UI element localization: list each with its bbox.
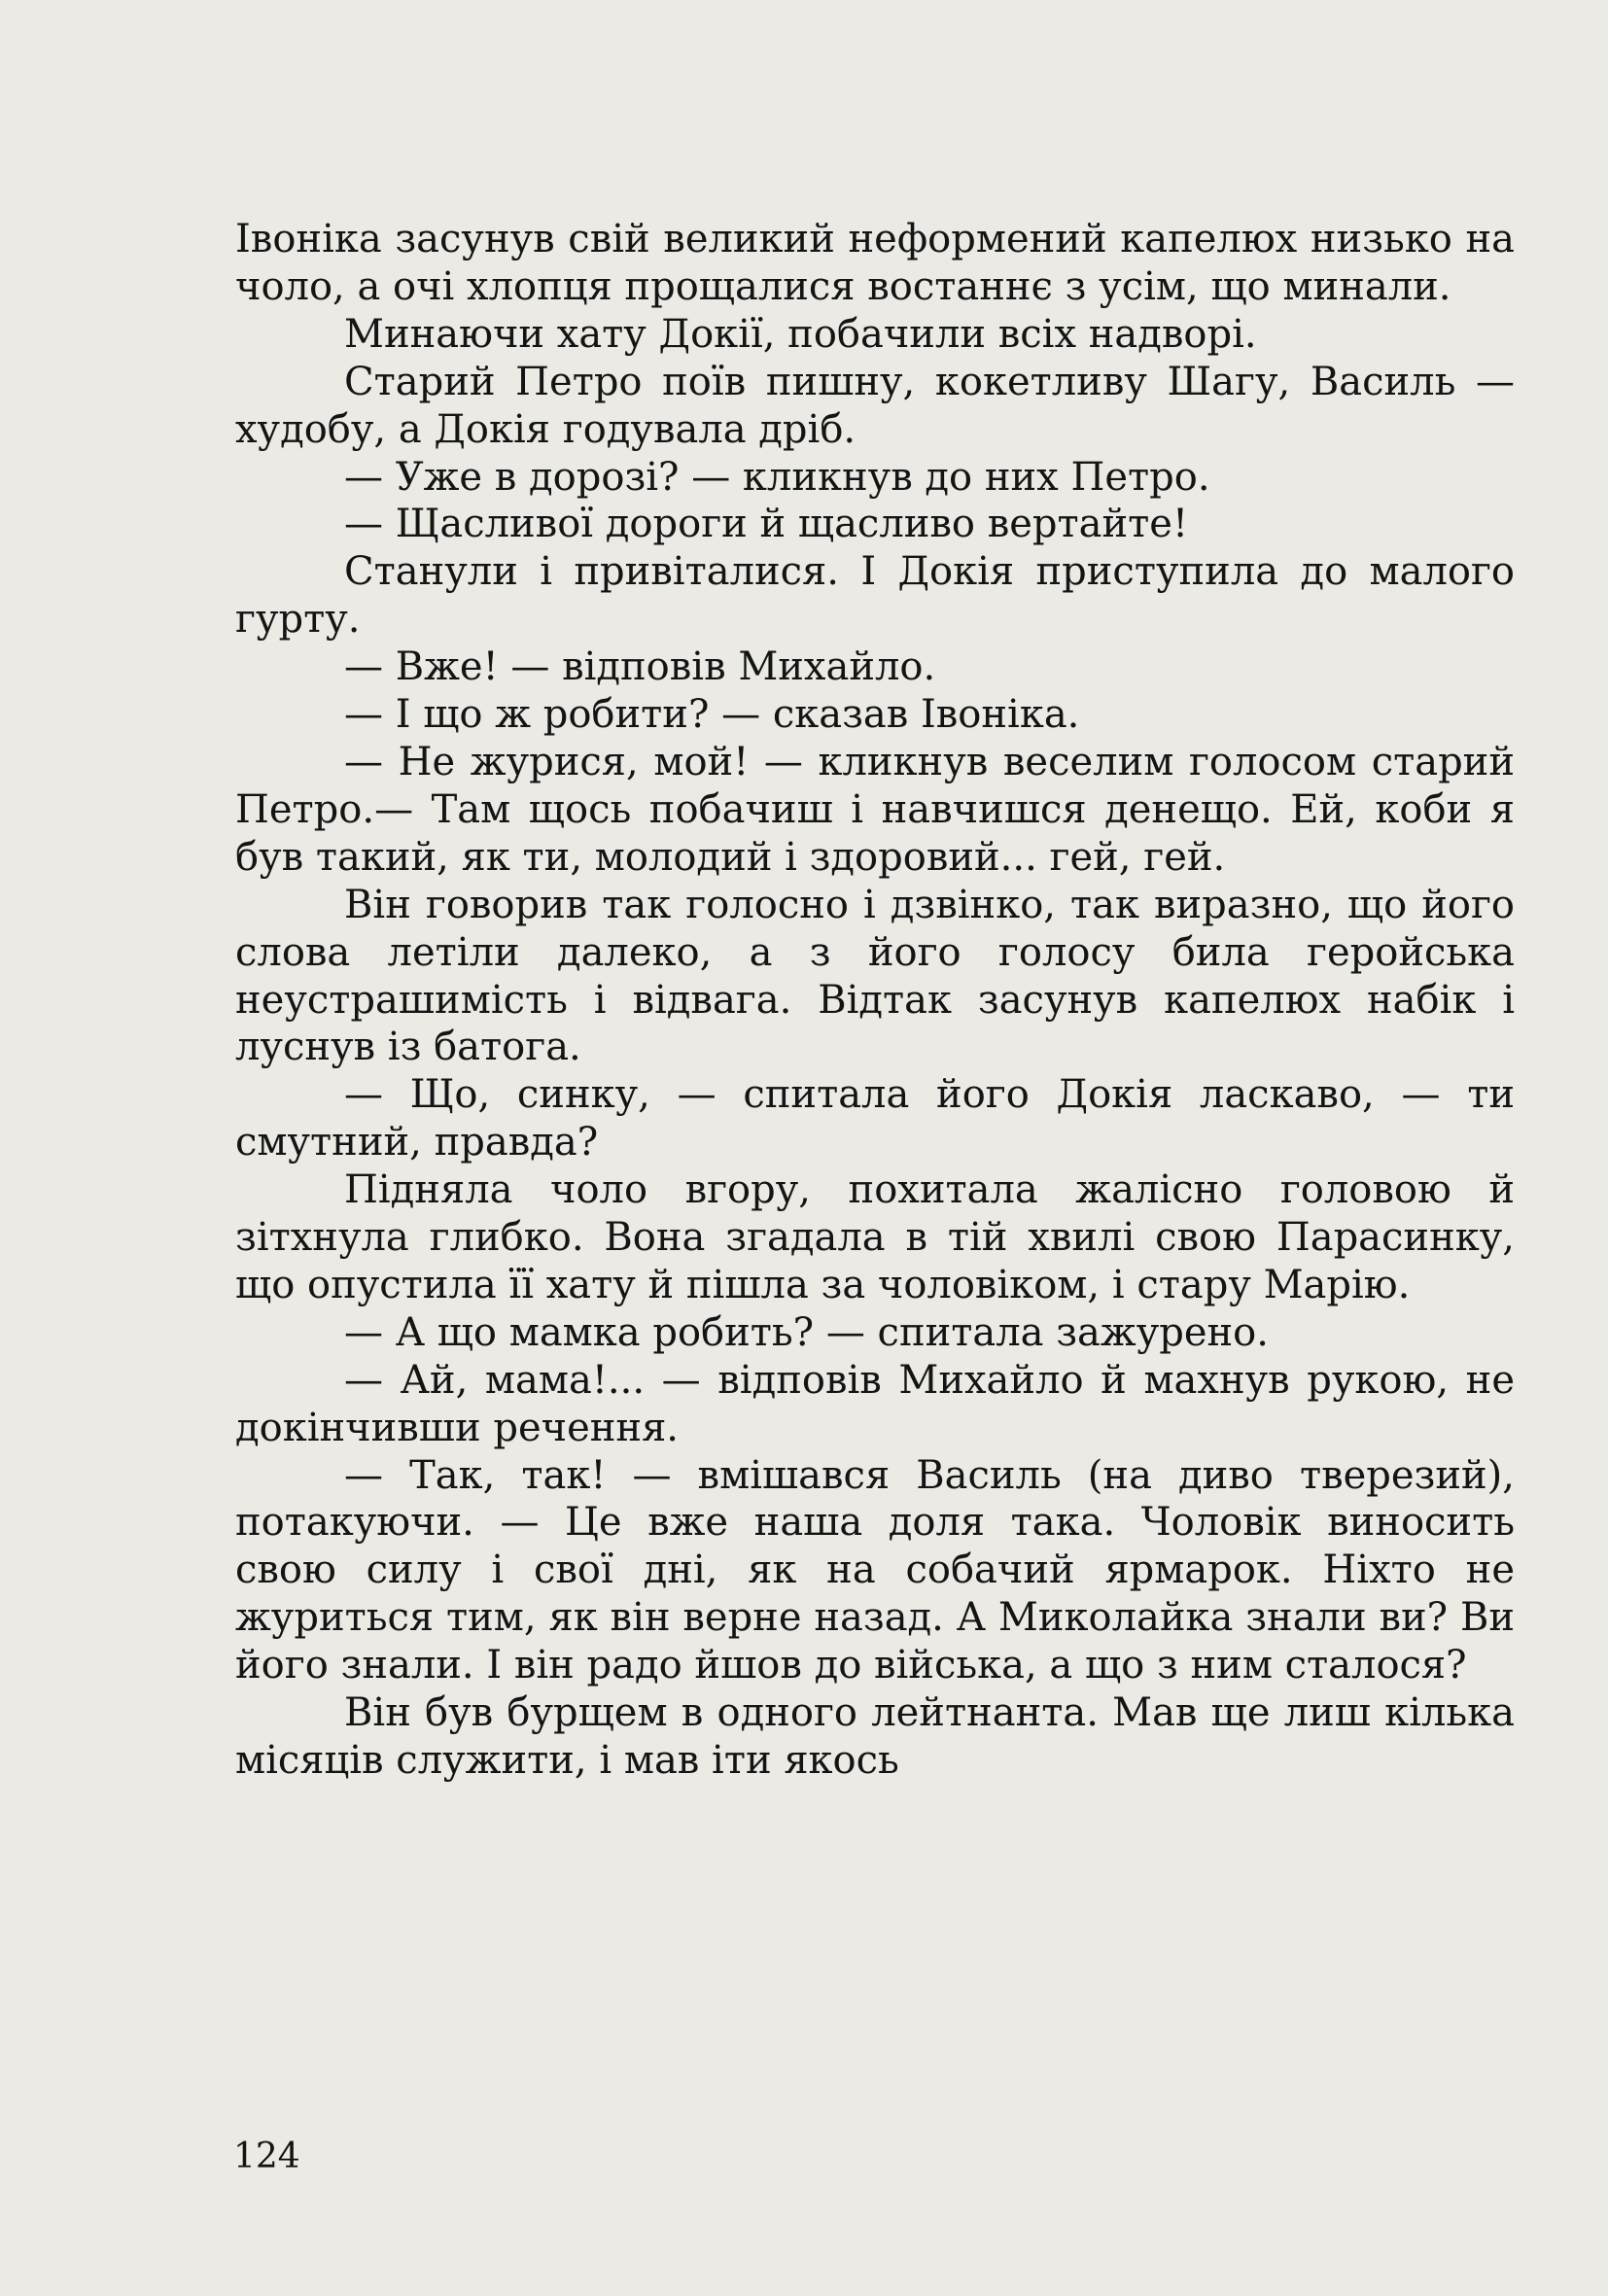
paragraph-5: — Щасливої дороги й щасливо вертайте!: [344, 502, 1189, 547]
paragraph-6: Станули і привіталися. І Докія приступила до малого гурту.: [235, 549, 1515, 643]
paragraph-10: Він говорив так голосно і дзвінко, так виразно, що його слова летіли далеко, а з його голосу била геройська неустрашимість і відвага. Відтак засунув капелюх набік і луснув із батога.: [235, 882, 1515, 1070]
page-text: [235, 216, 1515, 1785]
paragraph-16: Він був бурщем в одного лейтнанта. Мав ще лиш кілька місяців служити, і мав іти якось: [235, 1690, 1515, 1783]
paragraph-1: Івоніка засунув свій великий неформений капелюх низько на чоло, а очі хлопця прощалися востаннє з усім, що минали.: [235, 217, 1515, 309]
paragraph-4: — Уже в дорозі? — кликнув до них Петро.: [344, 454, 1210, 500]
paragraph-7: — Вже! — відповів Михайло.: [344, 644, 936, 690]
paragraph-12: Підняла чоло вгору, похитала жалісно головою й зітхнула глибко. Вона згадала в тій хвилі свою Парасинку, що опустила її хату й пішла за чоловіком, і стару Марію.: [235, 1167, 1515, 1307]
paragraph-14: — Ай, мама!... — відповів Михайло й махнув рукою, не докінчивши речення.: [235, 1357, 1515, 1450]
paragraph-2: Минаючи хату Докії, побачили всіх надворі.: [344, 311, 1257, 357]
paragraph-13: — А що мамка робить? — спитала зажурено.: [344, 1309, 1269, 1355]
page-number: 124: [233, 2137, 300, 2176]
paragraph-8: — І що ж робити? — сказав Івоніка.: [344, 692, 1080, 738]
paragraph-15: — Так, так! — вмішався Василь (на диво тверезий), потакуючи. — Це вже наша доля така. Чоловік виносить свою силу і свої дні, як на собачий ярмарок. Ніхто не журиться тим, як він верне назад. А Миколайка знали ви? Ви його знали. І він радо йшов до війська, а що з ним сталося?: [235, 1452, 1515, 1688]
paragraph-9: — Не журися, мой! — кликнув веселим голосом старий Петро.— Там щось побачиш і навчишся денещо. Ей, коби я був такий, як ти, молодий і здоровий... гей, гей.: [235, 739, 1515, 880]
paragraph-3: Старий Петро поїв пишну, кокетливу Шагу, Василь — худобу, а Докія годувала дріб.: [235, 359, 1515, 452]
paragraph-11: — Що, синку, — спитала його Докія ласкаво, — ти смутний, правда?: [235, 1072, 1515, 1165]
